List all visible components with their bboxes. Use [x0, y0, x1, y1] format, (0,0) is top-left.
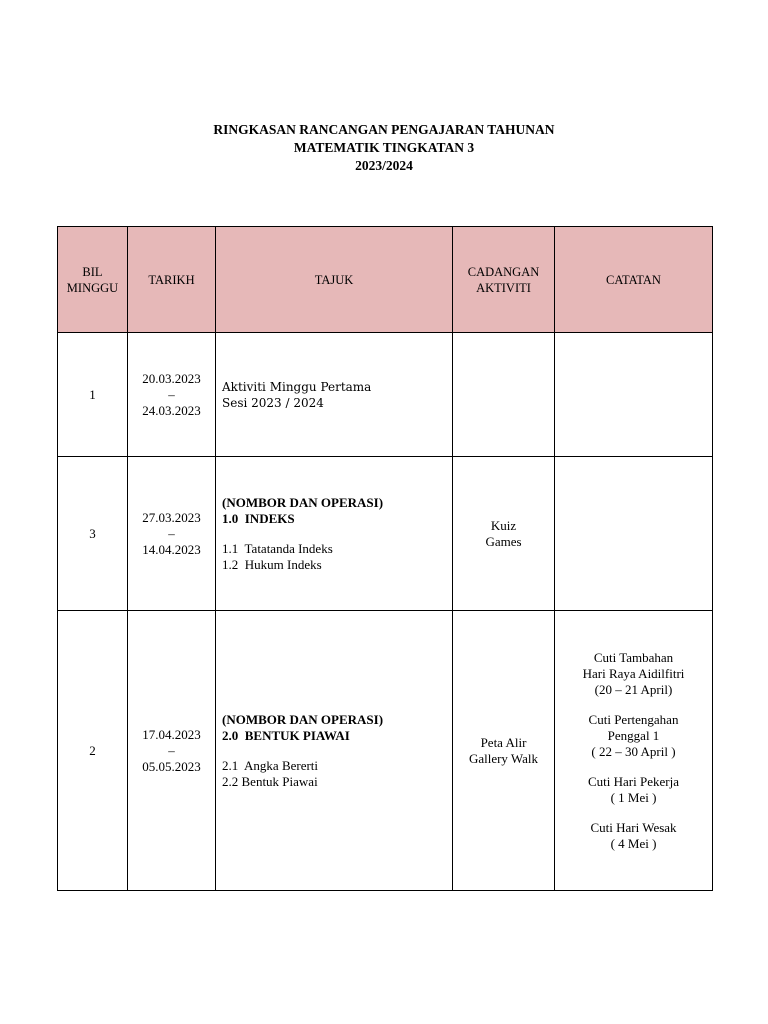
cell-catatan: [555, 333, 713, 457]
note-cuti-pertengahan: Cuti Pertengahan: [588, 711, 679, 727]
cell-bil: 2: [58, 611, 128, 891]
table-row: [58, 457, 713, 611]
note-cuti-tambahan: Cuti Tambahan: [593, 649, 674, 665]
note-cuti-wesak: Cuti Hari Wesak: [590, 819, 677, 835]
table-header-row: [58, 227, 713, 333]
cell-aktiviti: [453, 333, 555, 457]
document-title: RINGKASAN RANCANGAN PENGAJARAN TAHUNAN: [213, 122, 555, 137]
cell-tajuk: (NOMBOR DAN OPERASI) 1.0 INDEKS 1.1 Tatatanda Indeks 1.2 Hukum Indeks: [216, 457, 453, 611]
cell-tarikh: 20.03.2023 – 24.03.2023: [128, 333, 216, 457]
cell-tajuk: Aktiviti Minggu Pertama Sesi 2023 / 2024: [216, 333, 453, 457]
document-year: 2023/2024: [355, 158, 413, 173]
table-row: [58, 333, 713, 457]
cell-bil: 1: [58, 333, 128, 457]
cell-aktiviti: Peta Alir Gallery Walk: [453, 611, 555, 891]
table-row: [58, 611, 713, 891]
cell-bil: 3: [58, 457, 128, 611]
header-tarikh: TARIKH: [128, 227, 216, 333]
cell-tajuk: (NOMBOR DAN OPERASI) 2.0 BENTUK PIAWAI 2.1 Angka Bererti 2.2 Bentuk Piawai: [216, 611, 453, 891]
cell-catatan: [555, 457, 713, 611]
teaching-plan-table: [57, 226, 713, 891]
document-subtitle: MATEMATIK TINGKATAN 3: [293, 140, 475, 155]
cell-tarikh: 17.04.2023 – 05.05.2023: [128, 611, 216, 891]
cell-aktiviti: Kuiz Games: [453, 457, 555, 611]
header-tajuk: TAJUK: [216, 227, 453, 333]
cell-catatan: Cuti Tambahan Hari Raya Aidilfitri (20 – 21 April) Cuti Pertengahan Penggal 1 ( 22 – 30 April ) Cuti Hari Pekerja ( 1 Mei ) Cuti Hari Wesak ( 4 Mei ): [555, 611, 713, 891]
note-cuti-pekerja: Cuti Hari Pekerja: [588, 773, 679, 789]
header-catatan: CATATAN: [555, 227, 713, 333]
cell-tarikh: 27.03.2023 – 14.04.2023: [128, 457, 216, 611]
header-cadangan-aktiviti: CADANGAN AKTIVITI: [453, 227, 555, 333]
header-bil-minggu: BIL MINGGU: [58, 227, 128, 333]
